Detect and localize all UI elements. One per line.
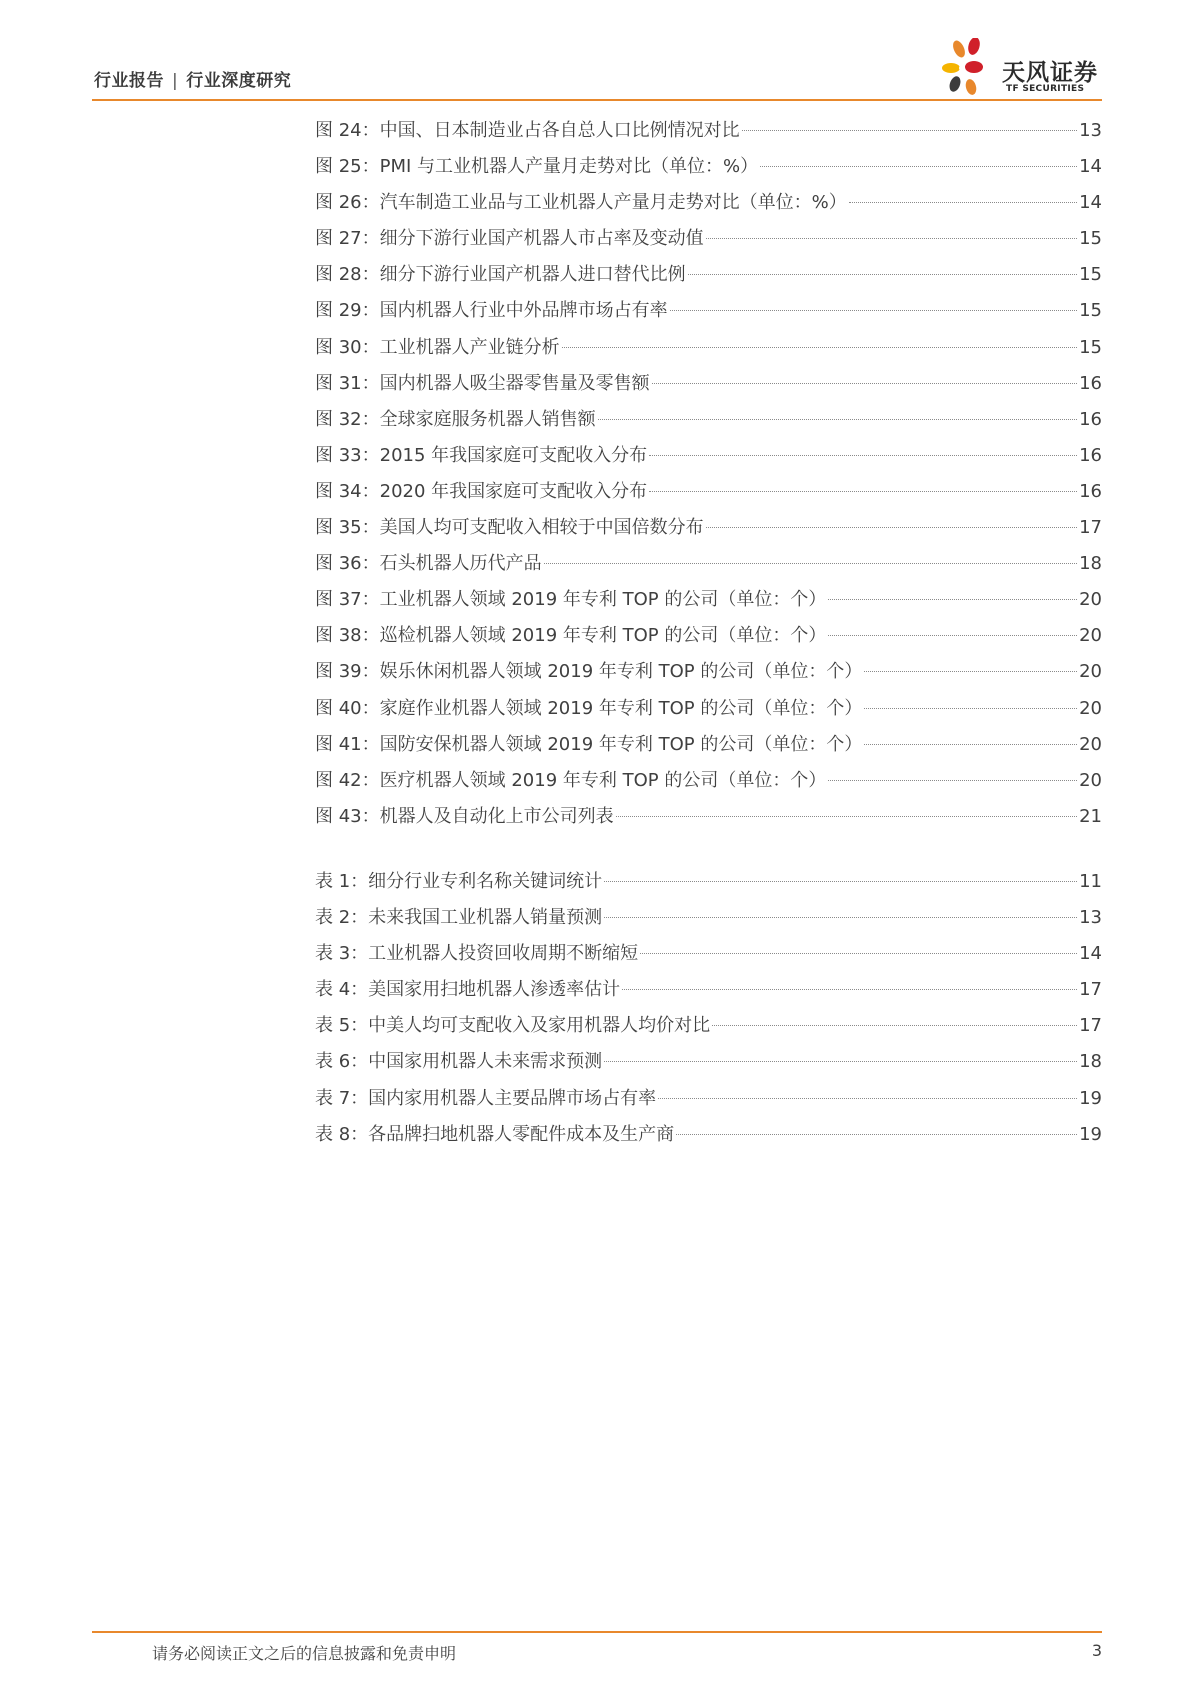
- toc-entry-page: 21: [1079, 805, 1102, 827]
- toc-entry-title: 图 30：工业机器人产业链分析: [315, 336, 560, 358]
- flower-logo-icon: [942, 38, 1000, 98]
- toc-entry-page: 20: [1079, 697, 1102, 719]
- toc-entry-title: 图 35：美国人均可支配收入相较于中国倍数分布: [315, 517, 704, 539]
- toc-dot-leader: [676, 1134, 1077, 1135]
- toc-dot-leader: [604, 881, 1077, 882]
- header-separator: |: [172, 71, 179, 91]
- toc-entry[interactable]: [315, 936, 1102, 972]
- toc-dot-leader: [616, 816, 1077, 817]
- toc-entry[interactable]: [315, 474, 1102, 510]
- toc-entry-title: 表 2：未来我国工业机器人销量预测: [315, 907, 603, 929]
- toc-dot-leader: [652, 383, 1077, 384]
- toc-entry[interactable]: [315, 185, 1102, 221]
- report-header: [94, 66, 291, 91]
- toc-entry[interactable]: [315, 1008, 1102, 1044]
- toc-entry-page: 20: [1079, 733, 1102, 755]
- toc-entry-page: 13: [1079, 907, 1102, 929]
- toc-entry[interactable]: [315, 691, 1102, 727]
- toc-dot-leader: [828, 635, 1077, 636]
- toc-entry[interactable]: [315, 864, 1102, 900]
- table-list: [315, 864, 1102, 1153]
- toc-entry-title: 表 7：国内家用机器人主要品牌市场占有率: [315, 1087, 657, 1109]
- toc-entry-page: 14: [1079, 192, 1102, 214]
- toc-entry[interactable]: [315, 257, 1102, 293]
- toc-entry-page: 15: [1079, 264, 1102, 286]
- toc-entry-title: 图 41：国防安保机器人领域 2019 年专利 TOP 的公司（单位：个）: [315, 733, 863, 755]
- toc-dot-leader: [864, 708, 1077, 709]
- toc-dot-leader: [622, 989, 1077, 990]
- toc-entry-page: 16: [1079, 480, 1102, 502]
- toc-entry-title: 表 8：各品牌扫地机器人零配件成本及生产商: [315, 1123, 675, 1145]
- toc-entry-title: 表 1：细分行业专利名称关键词统计: [315, 871, 603, 892]
- figure-list: [315, 113, 1102, 835]
- toc-entry[interactable]: [315, 402, 1102, 438]
- toc-entry-title: 图 40：家庭作业机器人领域 2019 年专利 TOP 的公司（单位：个）: [315, 697, 863, 719]
- toc-dot-leader: [598, 419, 1077, 420]
- toc-dot-leader: [742, 130, 1077, 131]
- toc-dot-leader: [604, 1061, 1077, 1062]
- toc-entry-title: 表 5：中美人均可支配收入及家用机器人均价对比: [315, 1015, 711, 1037]
- toc-entry-page: 20: [1079, 625, 1102, 647]
- toc-entry-page: 14: [1079, 943, 1102, 965]
- toc-dot-leader: [706, 238, 1077, 239]
- toc-entry-page: 14: [1079, 156, 1102, 178]
- logo-chinese-name: 天风证券: [1002, 60, 1098, 86]
- toc-entry-title: 图 42：医疗机器人领域 2019 年专利 TOP 的公司（单位：个）: [315, 769, 827, 791]
- toc-entry-title: 图 39：娱乐休闲机器人领域 2019 年专利 TOP 的公司（单位：个）: [315, 661, 863, 683]
- toc-dot-leader: [544, 563, 1077, 564]
- toc-dot-leader: [706, 527, 1077, 528]
- toc-entry-page: 17: [1079, 517, 1102, 539]
- toc-entry[interactable]: [315, 1044, 1102, 1080]
- toc-dot-leader: [649, 491, 1077, 492]
- toc-entry-title: 图 25：PMI 与工业机器人产量月走势对比（单位：%）: [315, 156, 759, 178]
- toc-entry-page: 16: [1079, 444, 1102, 466]
- toc-dot-leader: [640, 953, 1077, 954]
- toc-dot-leader: [649, 455, 1077, 456]
- toc-entry[interactable]: [315, 799, 1102, 835]
- toc-entry-page: 13: [1079, 120, 1102, 141]
- toc-entry[interactable]: [315, 1081, 1102, 1117]
- toc-entry-page: 19: [1079, 1087, 1102, 1109]
- footer-divider: [92, 1631, 1102, 1633]
- toc-entry-page: 18: [1079, 553, 1102, 575]
- toc-dot-leader: [828, 599, 1077, 600]
- header-category: 行业报告: [94, 71, 164, 91]
- toc-entry-page: 15: [1079, 300, 1102, 322]
- toc-entry[interactable]: [315, 510, 1102, 546]
- toc-entry[interactable]: [315, 618, 1102, 654]
- toc-entry[interactable]: [315, 149, 1102, 185]
- toc-entry-title: 图 37：工业机器人领域 2019 年专利 TOP 的公司（单位：个）: [315, 589, 827, 611]
- toc-entry[interactable]: [315, 972, 1102, 1008]
- toc-entry-title: 图 34：2020 年我国家庭可支配收入分布: [315, 480, 648, 502]
- toc-entry-title: 表 3：工业机器人投资回收周期不断缩短: [315, 943, 639, 965]
- logo-english-name: TF SECURITIES: [1006, 84, 1085, 94]
- toc-entry-title: 表 4：美国家用扫地机器人渗透率估计: [315, 979, 621, 1001]
- toc-entry[interactable]: [315, 582, 1102, 618]
- toc-entry-page: 11: [1079, 871, 1102, 892]
- toc-entry-title: 图 36：石头机器人历代产品: [315, 553, 542, 575]
- toc-entry-page: 18: [1079, 1051, 1102, 1073]
- toc-entry-page: 20: [1079, 661, 1102, 683]
- toc-entry[interactable]: [315, 113, 1102, 149]
- toc-dot-leader: [688, 274, 1077, 275]
- toc-entry-title: 图 38：巡检机器人领域 2019 年专利 TOP 的公司（单位：个）: [315, 625, 827, 647]
- toc-dot-leader: [562, 347, 1077, 348]
- toc-dot-leader: [712, 1025, 1077, 1026]
- toc-entry-title: 图 31：国内机器人吸尘器零售量及零售额: [315, 372, 650, 394]
- toc-entry-page: 17: [1079, 979, 1102, 1001]
- toc-entry[interactable]: [315, 727, 1102, 763]
- toc-entry[interactable]: [315, 546, 1102, 582]
- toc-entry[interactable]: [315, 366, 1102, 402]
- toc-entry-title: 图 24：中国、日本制造业占各自总人口比例情况对比: [315, 120, 740, 141]
- toc-entry[interactable]: [315, 330, 1102, 366]
- toc-entry-title: 图 32：全球家庭服务机器人销售额: [315, 408, 596, 430]
- page-number: 3: [1091, 1641, 1102, 1660]
- toc-entry-page: 16: [1079, 372, 1102, 394]
- toc-dot-leader: [658, 1098, 1077, 1099]
- toc-entry-title: 图 33：2015 年我国家庭可支配收入分布: [315, 444, 648, 466]
- toc-dot-leader: [760, 166, 1077, 167]
- toc-entry-page: 15: [1079, 228, 1102, 250]
- header-divider: [92, 99, 1102, 101]
- toc-dot-leader: [828, 780, 1077, 781]
- toc-entry-page: 17: [1079, 1015, 1102, 1037]
- toc-entry-title: 图 27：细分下游行业国产机器人市占率及变动值: [315, 228, 704, 250]
- toc-entry-title: 表 6：中国家用机器人未来需求预测: [315, 1051, 603, 1073]
- toc-dot-leader: [849, 202, 1077, 203]
- toc-entry[interactable]: [315, 221, 1102, 257]
- toc-entry-page: 15: [1079, 336, 1102, 358]
- header-report-type: 行业深度研究: [186, 71, 292, 91]
- toc-entry[interactable]: [315, 293, 1102, 329]
- toc-entry[interactable]: [315, 654, 1102, 690]
- toc-entry-title: 图 43：机器人及自动化上市公司列表: [315, 805, 614, 827]
- toc-entry-page: 16: [1079, 408, 1102, 430]
- toc-entry-page: 20: [1079, 769, 1102, 791]
- company-logo: [942, 38, 1102, 98]
- toc-dot-leader: [864, 671, 1077, 672]
- toc-entry[interactable]: [315, 438, 1102, 474]
- toc-entry-page: 19: [1079, 1123, 1102, 1145]
- toc-entry-title: 图 29：国内机器人行业中外品牌市场占有率: [315, 300, 668, 322]
- toc-entry-title: 图 26：汽车制造工业品与工业机器人产量月走势对比（单位：%）: [315, 192, 847, 214]
- toc-dot-leader: [670, 310, 1077, 311]
- toc-entry-title: 图 28：细分下游行业国产机器人进口替代比例: [315, 264, 686, 286]
- toc-entry-page: 20: [1079, 589, 1102, 611]
- toc-entry[interactable]: [315, 1117, 1102, 1153]
- toc-entry[interactable]: [315, 900, 1102, 936]
- toc-entry[interactable]: [315, 763, 1102, 799]
- toc-dot-leader: [864, 744, 1077, 745]
- footer-disclaimer: 请务必阅读正文之后的信息披露和免责申明: [152, 1644, 457, 1663]
- toc-dot-leader: [604, 917, 1077, 918]
